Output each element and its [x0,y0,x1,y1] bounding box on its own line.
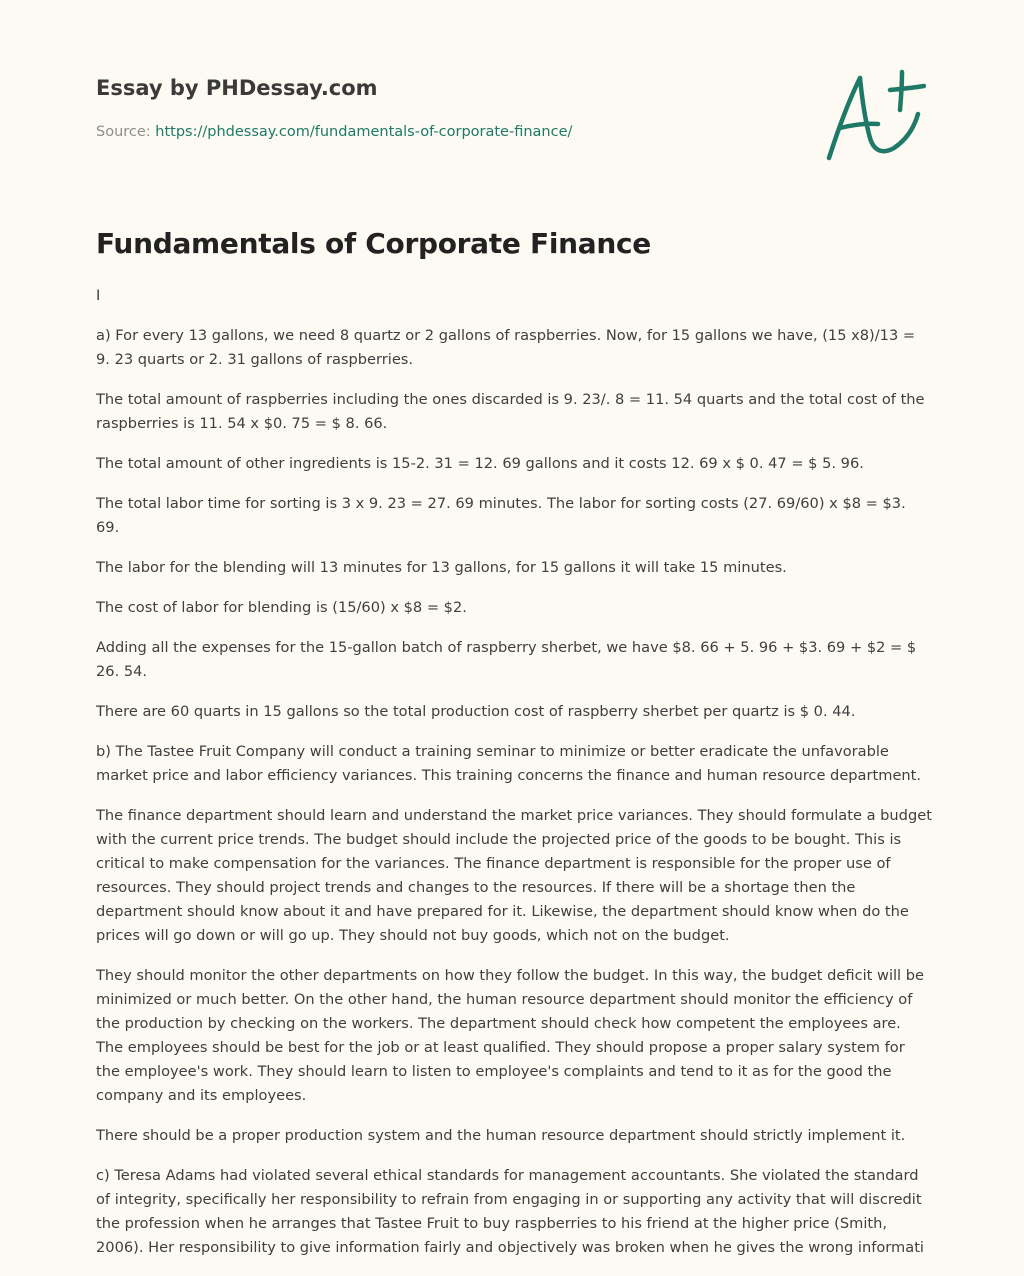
paragraph: The total amount of raspberries including the ones discarded is 9. 23/. 8 = 11. 54 quarts and the total cost of the raspberries is 11. 54 x $0. 75 = $ 8. 66. [96,391,925,432]
paragraph: The total amount of other ingredients is 15-2. 31 = 12. 69 gallons and it costs 12. 69 x $ 0. 47 = $ 5. 96. [96,455,864,472]
paragraph: I [96,287,101,304]
paragraph: The labor for the blending will 13 minutes for 13 gallons, for 15 gallons it will take 15 minutes. [96,559,787,576]
paragraph: There are 60 quarts in 15 gallons so the total production cost of raspberry sherbet per quartz is $ 0. 44. [96,703,856,720]
paragraph: a) For every 13 gallons, we need 8 quartz or 2 gallons of raspberries. Now, for 15 gallons we have, (15 x8)/13 = 9. 23 quarts or 2. 31 gallons of raspberries. [96,327,916,368]
paragraph: The cost of labor for blending is (15/60) x $8 = $2. [96,599,467,616]
essay-body [96,284,932,1276]
paragraph: The finance department should learn and understand the market price variances. They should formulate a budget with the current price trends. The budget should include the projected price of the goods to be bought. This is critical to make compensation for the variances. The finance department is responsible for the proper use of resources. They should project trends and changes to the resources. If there will be a shortage then the department should know about it and have prepared for it. Likewise, the department should know when do the prices will go down or will go up. They should not buy goods, which not on the budget. [96,807,932,944]
paragraph: They should monitor the other departments on how they follow the budget. In this way, the budget deficit will be minimized or much better. On the other hand, the human resource department should monitor the efficiency of the production by checking on the workers. The department should check how competent the employees are. The employees should be best for the job or at least qualified. They should propose a proper salary system for the employee's work. They should learn to listen to employee's complaints and tend to it as for the good the company and its employees. [96,967,924,1104]
source-link[interactable]: https://phdessay.com/fundamentals-of-corporate-finance/ [155,124,573,140]
paragraph: There should be a proper production system and the human resource department should strictly implement it. [96,1127,906,1144]
a-plus-logo-icon [824,68,926,164]
paragraph: b) The Tastee Fruit Company will conduct a training seminar to minimize or better eradicate the unfavorable market price and labor efficiency variances. This training concerns the finance and human resource department. [96,743,922,784]
brand-title: Essay by PHDessay.com [96,76,378,100]
paragraph: Adding all the expenses for the 15-gallon batch of raspberry sherbet, we have $8. 66 + 5. 96 + $3. 69 + $2 = $ 26. 54. [96,639,917,680]
source-label: Source: [96,124,151,140]
paragraph: c) Teresa Adams had violated several ethical standards for management accountants. She violated the standard of integrity, specifically her responsibility to refrain from engaging in or supporting any activity that will discredit the profession when he arranges that Tastee Fruit to buy raspberries to his friend at the higher price (Smith, 2006). Her responsibility to give information fairly and objectively was broken when he gives the wrong informati [96,1167,924,1256]
page-title: Fundamentals of Corporate Finance [96,227,651,260]
paragraph: The total labor time for sorting is 3 x 9. 23 = 27. 69 minutes. The labor for sorting costs (27. 69/60) x $8 = $3. 69. [96,495,906,536]
source-line [96,124,572,140]
